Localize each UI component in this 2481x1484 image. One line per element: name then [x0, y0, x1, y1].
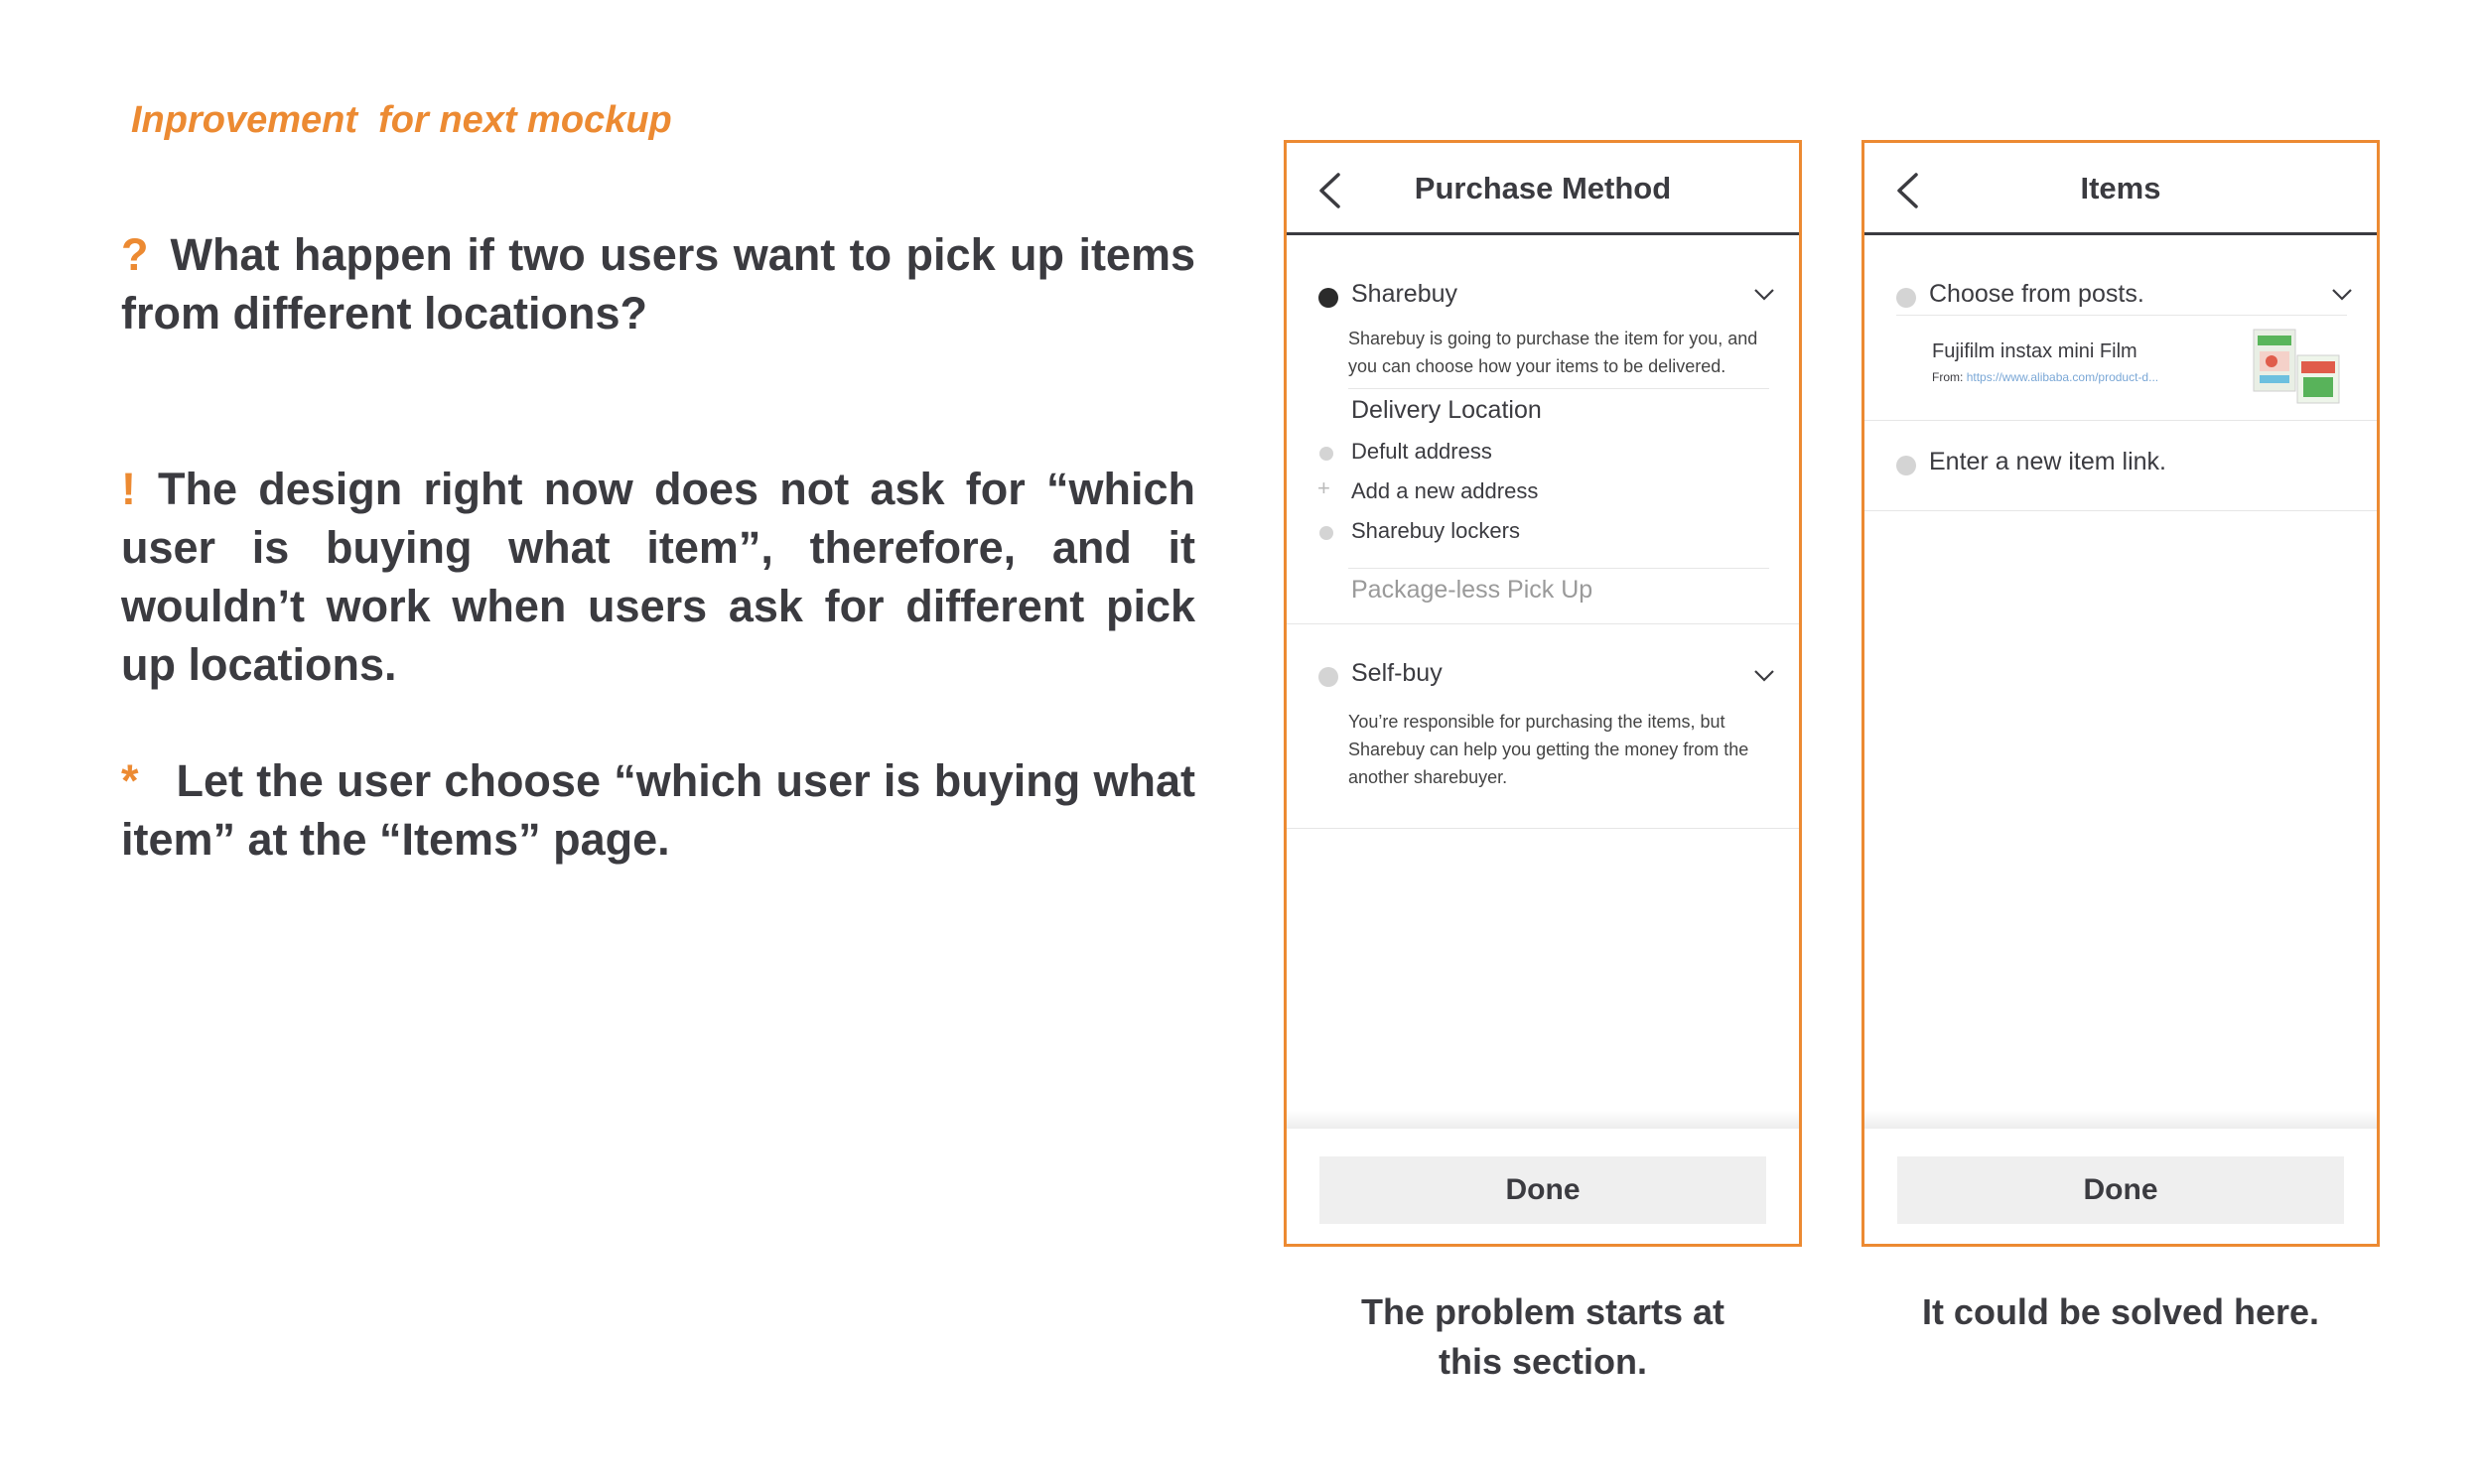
screen-title: Items [2080, 171, 2161, 205]
note-solution-text: Let the user choose “which user is buying what item” at the “Items” page. [121, 755, 1195, 865]
from-label: From: [1932, 370, 1964, 384]
divider [1864, 510, 2377, 511]
radio-dot-icon[interactable] [1319, 447, 1333, 461]
note-question [121, 225, 1195, 342]
caption-solution: It could be solved here. [1921, 1291, 2320, 1332]
radio-dot-icon[interactable] [1318, 288, 1338, 308]
done-button[interactable]: Done [1319, 1156, 1766, 1224]
footer-shadow [1287, 1111, 1799, 1129]
divider [1348, 568, 1769, 569]
option-default-address[interactable]: Defult address [1351, 439, 1492, 464]
radio-dot-icon[interactable] [1319, 526, 1333, 540]
exclamation-mark-icon: ! [121, 464, 136, 514]
note-problem-text: The design right now does not ask for “which user is buying what item”, therefore, and it wouldn’t work when users ask for different pick up locations. [121, 464, 1195, 690]
note-question-text: What happen if two users want to pick up items from different locations? [121, 229, 1195, 338]
divider [1287, 623, 1799, 624]
radio-dot-icon[interactable] [1896, 288, 1916, 308]
option-sharebuy-lockers[interactable]: Sharebuy lockers [1351, 518, 1520, 543]
chevron-down-icon[interactable] [1753, 669, 1775, 683]
chevron-down-icon[interactable] [1753, 288, 1775, 302]
selfbuy-description: You’re responsible for purchasing the items, but Sharebuy can help you getting the money from the another sharebuyer. [1348, 712, 1749, 787]
footer-shadow [1864, 1111, 2377, 1129]
divider [1287, 828, 1799, 829]
divider [1348, 388, 1769, 389]
product-source [1932, 370, 2158, 384]
note-solution [121, 751, 1195, 869]
screen-title: Purchase Method [1414, 171, 1672, 205]
nav-bar [1287, 143, 1799, 235]
plus-icon[interactable]: + [1317, 475, 1330, 500]
delivery-location-label: Delivery Location [1351, 396, 1542, 424]
asterisk-icon: * [121, 755, 139, 806]
option-enter-new-link[interactable]: Enter a new item link. [1929, 448, 2166, 475]
radio-dot-icon[interactable] [1896, 456, 1916, 475]
option-choose-from-posts[interactable]: Choose from posts. [1929, 280, 2144, 308]
option-add-address[interactable]: Add a new address [1351, 478, 1539, 503]
option-packageless-pickup[interactable]: Package-less Pick Up [1351, 576, 1593, 604]
divider [1864, 420, 2377, 421]
product-thumbnail [2252, 328, 2343, 405]
product-name: Fujifilm instax mini Film [1932, 340, 2137, 362]
option-sharebuy[interactable]: Sharebuy [1351, 280, 1458, 308]
nav-bar [1864, 143, 2377, 235]
option-selfbuy[interactable]: Self-buy [1351, 659, 1443, 687]
chevron-down-icon[interactable] [2331, 288, 2353, 302]
done-button[interactable]: Done [1897, 1156, 2344, 1224]
divider [1896, 315, 2347, 316]
items-screen [1861, 140, 2380, 1247]
note-problem [121, 460, 1195, 694]
purchase-method-screen [1284, 140, 1802, 1247]
slide-heading: Inprovement for next mockup [131, 99, 672, 141]
product-url[interactable]: https://www.alibaba.com/product-d... [1966, 370, 2159, 384]
sharebuy-description: Sharebuy is going to purchase the item for you, and you can choose how your items to be delivered. [1348, 329, 1758, 376]
caption-problem: The problem starts at this section. [1360, 1291, 1725, 1382]
radio-dot-icon[interactable] [1318, 667, 1338, 687]
question-mark-icon: ? [121, 229, 149, 280]
